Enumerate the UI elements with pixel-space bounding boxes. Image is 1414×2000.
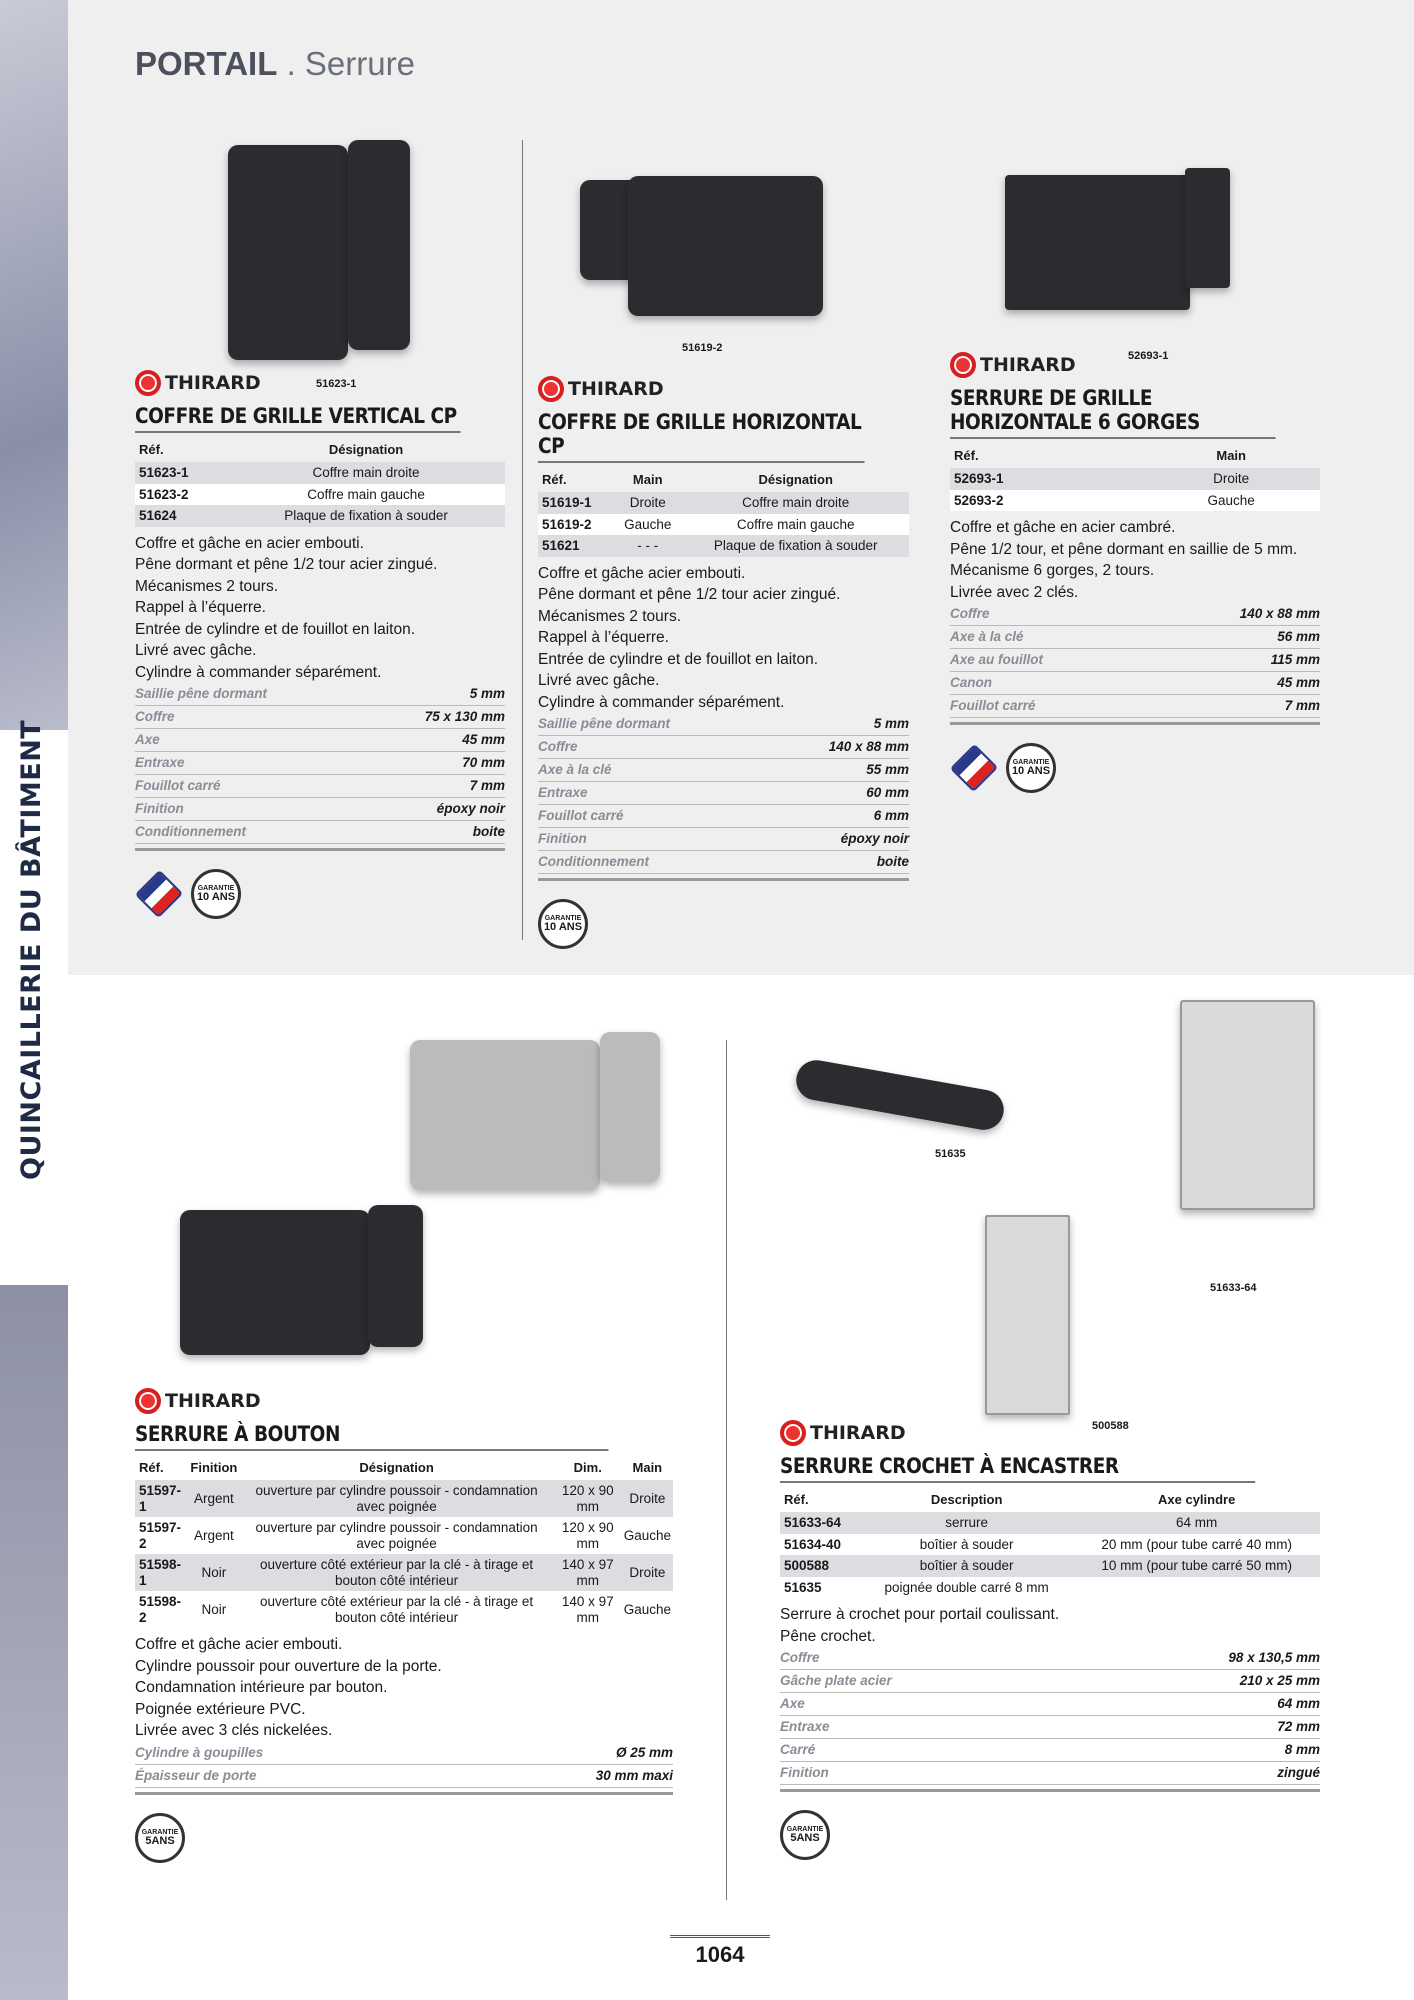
spec-row [538, 782, 909, 805]
section-title: PORTAIL [135, 45, 278, 82]
product-coffre-grille-horizontal [538, 376, 909, 949]
table-row [538, 535, 909, 557]
spec-label: Canon [950, 675, 992, 691]
table-cell: 51598-1 [135, 1554, 188, 1591]
table-cell: 51623-2 [135, 484, 227, 506]
thirard-logo [135, 1388, 673, 1414]
guarantee-badge [538, 899, 588, 949]
table-cell: poignée double carré 8 mm [860, 1577, 1073, 1599]
spec-row [538, 805, 909, 828]
spec-value: 5 mm [873, 716, 909, 732]
spec-row [135, 821, 505, 844]
spec-label: Axe [135, 732, 160, 748]
section-rule [135, 848, 505, 851]
description-line: Serrure à crochet pour portail coulissant. [780, 1606, 1060, 1624]
section-rule [950, 722, 1320, 725]
spec-row [780, 1762, 1320, 1785]
spec-label: Axe [780, 1696, 805, 1712]
badges [135, 869, 505, 919]
spec-list [950, 603, 1320, 718]
page-number: 1064 [670, 1935, 770, 1968]
table-cell: ouverture par cylindre poussoir - condamnation avec poignée [239, 1517, 553, 1554]
spec-row [538, 713, 909, 736]
guarantee-badge [1006, 743, 1056, 793]
spec-value: époxy noir [840, 831, 909, 847]
spec-value: époxy noir [436, 801, 505, 817]
description-line: Coffre et gâche acier embouti. [538, 564, 746, 582]
spec-label: Entraxe [538, 785, 588, 801]
product-image-52693 [1005, 175, 1190, 310]
spec-row [135, 798, 505, 821]
description-line: Pêne crochet. [780, 1627, 876, 1645]
column-divider [522, 140, 523, 940]
sidebar-decor-top [0, 0, 68, 730]
reference-table [135, 1455, 673, 1628]
product-image-51623-strike [348, 140, 410, 350]
spec-label: Gâche plate acier [780, 1673, 892, 1689]
badges [780, 1810, 1320, 1860]
spec-label: Coffre [950, 606, 990, 622]
description-line: Livrée avec 3 clés nickelées. [135, 1722, 333, 1740]
table-row [135, 1591, 673, 1628]
guarantee-years: 10 ANS [543, 921, 583, 934]
table-cell: 51635 [780, 1577, 860, 1599]
spec-row [780, 1693, 1320, 1716]
table-cell: 51597-2 [135, 1517, 188, 1554]
spec-row [950, 626, 1320, 649]
column-header: Description [930, 1492, 1003, 1507]
table-cell: Coffre main droite [227, 462, 505, 484]
table-cell: boîtier à souder [860, 1534, 1073, 1556]
spec-label: Axe à la clé [950, 629, 1024, 645]
spec-row [950, 672, 1320, 695]
description-line: Pêne dormant et pêne 1/2 tour acier zingué. [135, 556, 438, 574]
thirard-logo [538, 376, 909, 402]
description-line: Coffre et gâche en acier cambré. [950, 519, 1176, 537]
spec-label: Fouillot carré [950, 698, 1036, 714]
description-line: Mécanismes 2 tours. [538, 607, 681, 625]
spec-row [135, 752, 505, 775]
table-row [780, 1534, 1320, 1556]
spec-value: 75 x 130 mm [424, 709, 505, 725]
brand-name: THIRARD [165, 372, 261, 394]
guarantee-label: GARANTIE [786, 1826, 824, 1834]
table-header [538, 467, 909, 492]
table-row [135, 505, 505, 527]
product-image-52693-strike [1185, 168, 1230, 288]
spec-label: Saillie pêne dormant [538, 716, 671, 732]
thirard-logo-icon [135, 370, 161, 396]
description-line: Cylindre poussoir pour ouverture de la porte. [135, 1657, 442, 1675]
guarantee-label: GARANTIE [197, 885, 235, 893]
product-title: SERRURE À BOUTON [135, 1422, 608, 1451]
reference-table [538, 467, 909, 557]
spec-row [538, 759, 909, 782]
sidebar [0, 0, 68, 2000]
column-divider [726, 1040, 727, 1900]
product-description [950, 517, 1320, 603]
reference-table [780, 1487, 1320, 1598]
description-line: Mécanismes 2 tours. [135, 577, 278, 595]
table-cell: ouverture par cylindre poussoir - condamnation avec poignée [239, 1480, 553, 1517]
product-image-51623 [228, 145, 348, 360]
description-line: Rappel à l’équerre. [135, 599, 266, 617]
description-line: Mécanisme 6 gorges, 2 tours. [950, 562, 1155, 580]
description-line: Pêne dormant et pêne 1/2 tour acier zingué. [538, 586, 841, 604]
column-header: Réf. [139, 1460, 164, 1475]
spec-row [780, 1647, 1320, 1670]
column-header: Réf. [784, 1492, 809, 1507]
product-coffre-grille-vertical [135, 370, 505, 919]
section-rule [780, 1789, 1320, 1792]
spec-value: 5 mm [469, 686, 505, 702]
spec-label: Coffre [135, 709, 175, 725]
spec-value: 64 mm [1277, 1696, 1320, 1712]
table-row [135, 1517, 673, 1554]
spec-row [780, 1716, 1320, 1739]
spec-value: Ø 25 mm [615, 1744, 673, 1760]
table-cell: 10 mm (pour tube carré 50 mm) [1073, 1555, 1320, 1577]
table-cell: 51624 [135, 505, 227, 527]
image-ref-label: 51635 [935, 1148, 966, 1160]
product-description [780, 1604, 1320, 1647]
description-line: Livré avec gâche. [538, 672, 660, 690]
table-cell: 64 mm [1073, 1512, 1320, 1534]
table-cell: ouverture côté extérieur par la clé - à tirage et bouton côté intérieur [239, 1591, 553, 1628]
spec-label: Axe au fouillot [950, 652, 1044, 668]
category-label: QUINCAILLERIE DU BÂTIMENT [16, 719, 47, 1180]
table-cell: 20 mm (pour tube carré 40 mm) [1073, 1534, 1320, 1556]
column-header: Main [1216, 448, 1246, 463]
table-cell: 500588 [780, 1555, 860, 1577]
spec-value: 210 x 25 mm [1239, 1673, 1320, 1689]
spec-value: 8 mm [1284, 1742, 1320, 1758]
subsection-title: . Serrure [286, 45, 415, 82]
guarantee-years: 5ANS [790, 1832, 820, 1845]
spec-value: 30 mm maxi [595, 1767, 673, 1783]
spec-list [538, 713, 909, 874]
guarantee-label: GARANTIE [141, 1828, 179, 1836]
brand-name: THIRARD [810, 1422, 906, 1444]
table-header [950, 443, 1320, 468]
spec-value: 72 mm [1277, 1719, 1320, 1735]
column-header: Main [632, 472, 663, 487]
table-row [780, 1555, 1320, 1577]
table-cell: 51619-1 [538, 492, 613, 514]
column-header: Désignation [328, 442, 404, 457]
spec-value: 7 mm [1284, 698, 1320, 714]
table-cell [1073, 1577, 1320, 1599]
image-ref-label: 51623-1 [316, 378, 357, 390]
column-header: Axe cylindre [1158, 1492, 1236, 1507]
product-image-51597-strike [600, 1032, 660, 1182]
table-cell: Argent [188, 1517, 239, 1554]
product-serrure-a-bouton [135, 1388, 673, 1863]
thirard-logo [950, 352, 1320, 378]
thirard-logo-icon [538, 376, 564, 402]
spec-value: 56 mm [1277, 629, 1320, 645]
column-header: Dim. [573, 1460, 602, 1475]
badges [135, 1813, 673, 1863]
product-serrure-crochet [780, 1420, 1320, 1860]
table-row [950, 468, 1320, 490]
spec-label: Saillie pêne dormant [135, 686, 268, 702]
product-title: COFFRE DE GRILLE HORIZONTAL CP [538, 410, 864, 463]
table-cell: Gauche [613, 514, 682, 536]
table-cell: ouverture côté extérieur par la clé - à tirage et bouton côté intérieur [239, 1554, 553, 1591]
description-line: Pêne 1/2 tour, et pêne dormant en saillie de 5 mm. [950, 540, 1298, 558]
guarantee-years: 10 ANS [196, 891, 236, 904]
table-row [950, 490, 1320, 512]
table-cell: 51623-1 [135, 462, 227, 484]
spec-label: Fouillot carré [538, 808, 624, 824]
table-row [135, 484, 505, 506]
table-row [780, 1577, 1320, 1599]
table-cell: 51619-2 [538, 514, 613, 536]
product-image-51598 [180, 1210, 370, 1355]
column-header: Réf. [954, 448, 979, 463]
sidebar-decor-bottom [0, 1285, 68, 2000]
spec-row [135, 683, 505, 706]
spec-label: Finition [780, 1765, 829, 1781]
table-row [538, 514, 909, 536]
guarantee-years: 10 ANS [1011, 765, 1051, 778]
table-row [135, 1480, 673, 1517]
spec-label: Conditionnement [538, 854, 649, 870]
spec-value: 7 mm [469, 778, 505, 794]
reference-table [135, 437, 505, 527]
thirard-logo-icon [950, 352, 976, 378]
spec-list [135, 683, 505, 844]
description-line: Coffre et gâche en acier embouti. [135, 534, 364, 552]
table-cell: Argent [188, 1480, 239, 1517]
spec-label: Coffre [780, 1650, 820, 1666]
spec-value: 70 mm [462, 755, 505, 771]
description-line: Cylindre à commander séparément. [538, 693, 785, 711]
table-cell: Coffre main droite [682, 492, 909, 514]
table-cell: 51633-64 [780, 1512, 860, 1534]
table-cell: Coffre main gauche [227, 484, 505, 506]
spec-label: Carré [780, 1742, 816, 1758]
description-line: Poignée extérieure PVC. [135, 1700, 306, 1718]
guarantee-label: GARANTIE [1012, 759, 1050, 767]
badges [538, 899, 909, 949]
spec-row [950, 649, 1320, 672]
section-rule [538, 878, 909, 881]
table-cell: 120 x 90 mm [554, 1480, 622, 1517]
spec-value: 140 x 88 mm [1239, 606, 1320, 622]
description-line: Livré avec gâche. [135, 642, 257, 660]
product-description [135, 533, 505, 684]
column-header: Main [632, 1460, 663, 1475]
spec-row [538, 851, 909, 874]
spec-row [135, 1765, 673, 1788]
image-ref-label: 52693-1 [1128, 350, 1169, 362]
spec-row [950, 603, 1320, 626]
table-cell: Noir [188, 1554, 239, 1591]
table-cell: Droite [1142, 468, 1320, 490]
description-line: Condamnation intérieure par bouton. [135, 1679, 388, 1697]
product-image-51633-64 [1180, 1000, 1315, 1210]
table-cell: 52693-2 [950, 490, 1142, 512]
column-header: Finition [190, 1460, 238, 1475]
spec-row [538, 736, 909, 759]
spec-label: Fouillot carré [135, 778, 221, 794]
spec-row [780, 1670, 1320, 1693]
thirard-logo-icon [135, 1388, 161, 1414]
table-cell: Plaque de fixation à souder [227, 505, 505, 527]
table-header [780, 1487, 1320, 1512]
column-header: Réf. [542, 472, 567, 487]
table-cell: 51621 [538, 535, 613, 557]
column-header: Réf. [139, 442, 164, 457]
table-cell: serrure [860, 1512, 1073, 1534]
table-cell: 52693-1 [950, 468, 1142, 490]
image-ref-label: 500588 [1092, 1420, 1129, 1432]
table-cell: 140 x 97 mm [554, 1554, 622, 1591]
spec-row [950, 695, 1320, 718]
table-cell: 51598-2 [135, 1591, 188, 1628]
product-image-51635 [793, 1057, 1007, 1133]
description-line: Coffre et gâche acier embouti. [135, 1636, 343, 1654]
table-cell: Gauche [622, 1517, 673, 1554]
made-in-france-icon [950, 744, 999, 793]
table-cell: 120 x 90 mm [554, 1517, 622, 1554]
spec-value: zingué [1277, 1765, 1320, 1781]
table-cell: Droite [622, 1554, 673, 1591]
spec-value: 45 mm [462, 732, 505, 748]
spec-label: Cylindre à goupilles [135, 1744, 264, 1760]
table-cell: Coffre main gauche [682, 514, 909, 536]
table-cell: Noir [188, 1591, 239, 1628]
brand-name: THIRARD [980, 354, 1076, 376]
table-cell: Gauche [622, 1591, 673, 1628]
table-row [135, 1554, 673, 1591]
spec-value: 115 mm [1270, 652, 1320, 668]
spec-row [135, 706, 505, 729]
description-line: Entrée de cylindre et de fouillot en laiton. [538, 650, 819, 668]
table-row [538, 492, 909, 514]
spec-row [538, 828, 909, 851]
spec-row [135, 1742, 673, 1765]
table-cell: Plaque de fixation à souder [682, 535, 909, 557]
product-description [538, 563, 909, 714]
spec-value: 140 x 88 mm [828, 739, 909, 755]
guarantee-badge [191, 869, 241, 919]
table-row [780, 1512, 1320, 1534]
column-header: Désignation [359, 1460, 434, 1475]
table-cell: 51597-1 [135, 1480, 188, 1517]
product-image-51597 [410, 1040, 600, 1190]
brand-name: THIRARD [165, 1390, 261, 1412]
table-row [135, 462, 505, 484]
spec-label: Coffre [538, 739, 578, 755]
description-line: Livrée avec 2 clés. [950, 583, 1079, 601]
section-rule [135, 1792, 673, 1795]
guarantee-label: GARANTIE [544, 915, 582, 923]
guarantee-years: 5ANS [145, 1834, 175, 1847]
table-cell: boîtier à souder [860, 1555, 1073, 1577]
spec-label: Conditionnement [135, 824, 246, 840]
table-header [135, 1455, 673, 1480]
product-description [135, 1634, 673, 1742]
spec-list [780, 1647, 1320, 1785]
description-line: Rappel à l’équerre. [538, 629, 669, 647]
product-title: SERRURE DE GRILLE HORIZONTALE 6 GORGES [950, 386, 1276, 439]
thirard-logo-icon [780, 1420, 806, 1446]
spec-value: boite [876, 854, 909, 870]
spec-label: Finition [538, 831, 587, 847]
page-title [135, 45, 415, 83]
thirard-logo [780, 1420, 1320, 1446]
spec-label: Finition [135, 801, 184, 817]
spec-value: 45 mm [1277, 675, 1320, 691]
spec-value: 55 mm [866, 762, 909, 778]
table-header [135, 437, 505, 462]
thirard-logo [135, 370, 505, 396]
table-cell: 140 x 97 mm [554, 1591, 622, 1628]
spec-list [135, 1742, 673, 1788]
table-cell: 51634-40 [780, 1534, 860, 1556]
spec-row [780, 1739, 1320, 1762]
made-in-france-icon [135, 870, 184, 919]
spec-label: Axe à la clé [538, 762, 612, 778]
spec-value: 60 mm [866, 785, 909, 801]
product-image-51598-strike [368, 1205, 423, 1347]
table-cell: Gauche [1142, 490, 1320, 512]
brand-name: THIRARD [568, 378, 664, 400]
image-ref-label: 51633-64 [1210, 1282, 1257, 1294]
product-title: SERRURE CROCHET À ENCASTRER [780, 1454, 1255, 1483]
badges [950, 743, 1320, 793]
spec-label: Entraxe [780, 1719, 830, 1735]
spec-row [135, 775, 505, 798]
table-cell: - - - [613, 535, 682, 557]
description-line: Entrée de cylindre et de fouillot en laiton. [135, 620, 416, 638]
spec-value: 6 mm [873, 808, 909, 824]
spec-value: 98 x 130,5 mm [1228, 1650, 1320, 1666]
image-ref-label: 51619-2 [682, 342, 723, 354]
table-cell: Droite [613, 492, 682, 514]
column-header: Désignation [758, 472, 833, 487]
guarantee-badge [135, 1813, 185, 1863]
product-image-51619 [628, 176, 823, 316]
product-title: COFFRE DE GRILLE VERTICAL CP [135, 404, 461, 433]
guarantee-badge [780, 1810, 830, 1860]
description-line: Cylindre à commander séparément. [135, 663, 382, 681]
spec-label: Épaisseur de porte [135, 1767, 257, 1783]
reference-table [950, 443, 1320, 511]
spec-row [135, 729, 505, 752]
table-cell: Droite [622, 1480, 673, 1517]
product-image-500588 [985, 1215, 1070, 1415]
spec-label: Entraxe [135, 755, 185, 771]
product-serrure-grille-6-gorges [950, 352, 1320, 793]
spec-value: boite [472, 824, 505, 840]
